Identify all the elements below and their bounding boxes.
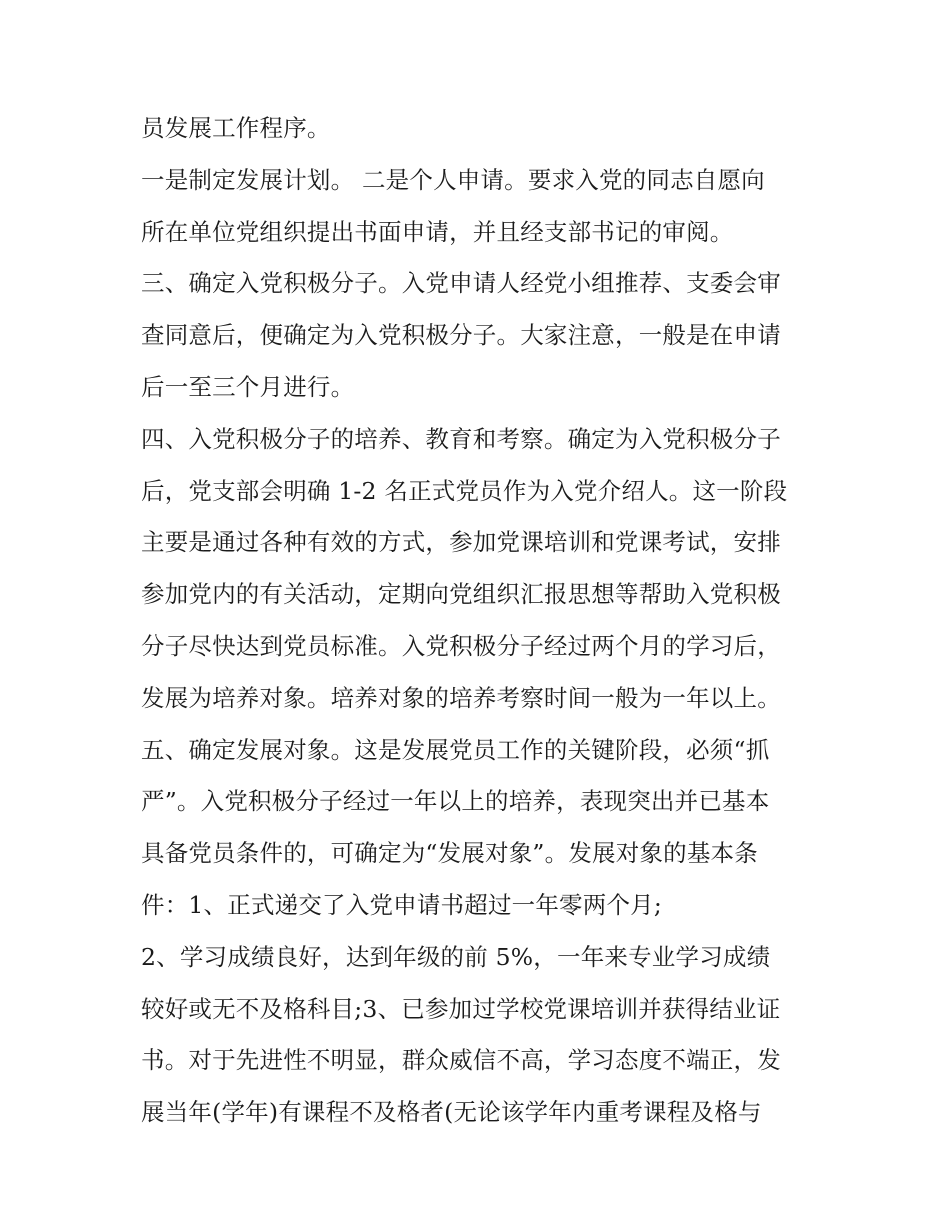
text-line: 严”。入党积极分子经过一年以上的培养，表现突出并已基本	[141, 787, 770, 816]
text-line: 后，党支部会明确 1-2 名正式党员作为入党介绍人。这一阶段	[141, 476, 788, 505]
text-line: 较好或无不及格科目;3、已参加过学校党课培训并获得结业证	[141, 994, 781, 1023]
text-line: 书。对于先进性不明显，群众威信不高，学习态度不端正，发	[141, 1046, 781, 1075]
text-line: 具备党员条件的，可确定为“发展对象”。发展对象的基本条	[141, 839, 758, 868]
text-line: 员发展工作程序。	[141, 114, 331, 142]
text-line: 后一至三个月进行。	[141, 372, 355, 401]
text-line: 一是制定发展计划。 二是个人申请。要求入党的同志自愿向	[141, 165, 765, 194]
text-line: 发展为培养对象。培养对象的培养考察时间一般为一年以上。	[141, 683, 781, 712]
text-line: 件：1、正式递交了入党申请书超过一年零两个月;	[141, 890, 662, 919]
text-line: 分子尽快达到党员标准。入党积极分子经过两个月的学习后，	[141, 631, 781, 660]
text-line: 展当年(学年)有课程不及格者(无论该学年内重考课程及格与	[141, 1098, 762, 1127]
text-line: 参加党内的有关活动，定期向党组织汇报思想等帮助入党积极	[141, 580, 781, 609]
text-line: 查同意后，便确定为入党积极分子。大家注意，一般是在申请	[141, 321, 781, 350]
text-line: 主要是通过各种有效的方式，参加党课培训和党课考试，安排	[141, 528, 781, 557]
text-line: 三、确定入党积极分子。入党申请人经党小组推荐、支委会审	[141, 269, 781, 298]
document-body	[141, 108, 821, 1144]
text-line: 所在单位党组织提出书面申请，并且经支部书记的审阅。	[141, 217, 734, 246]
text-line: 2、学习成绩良好，达到年级的前 5%，一年来专业学习成绩	[141, 942, 771, 971]
text-line: 五、确定发展对象。这是发展党员工作的关键阶段，必须“抓	[141, 735, 770, 764]
text-line: 四、入党积极分子的培养、教育和考察。确定为入党积极分子	[141, 424, 781, 453]
